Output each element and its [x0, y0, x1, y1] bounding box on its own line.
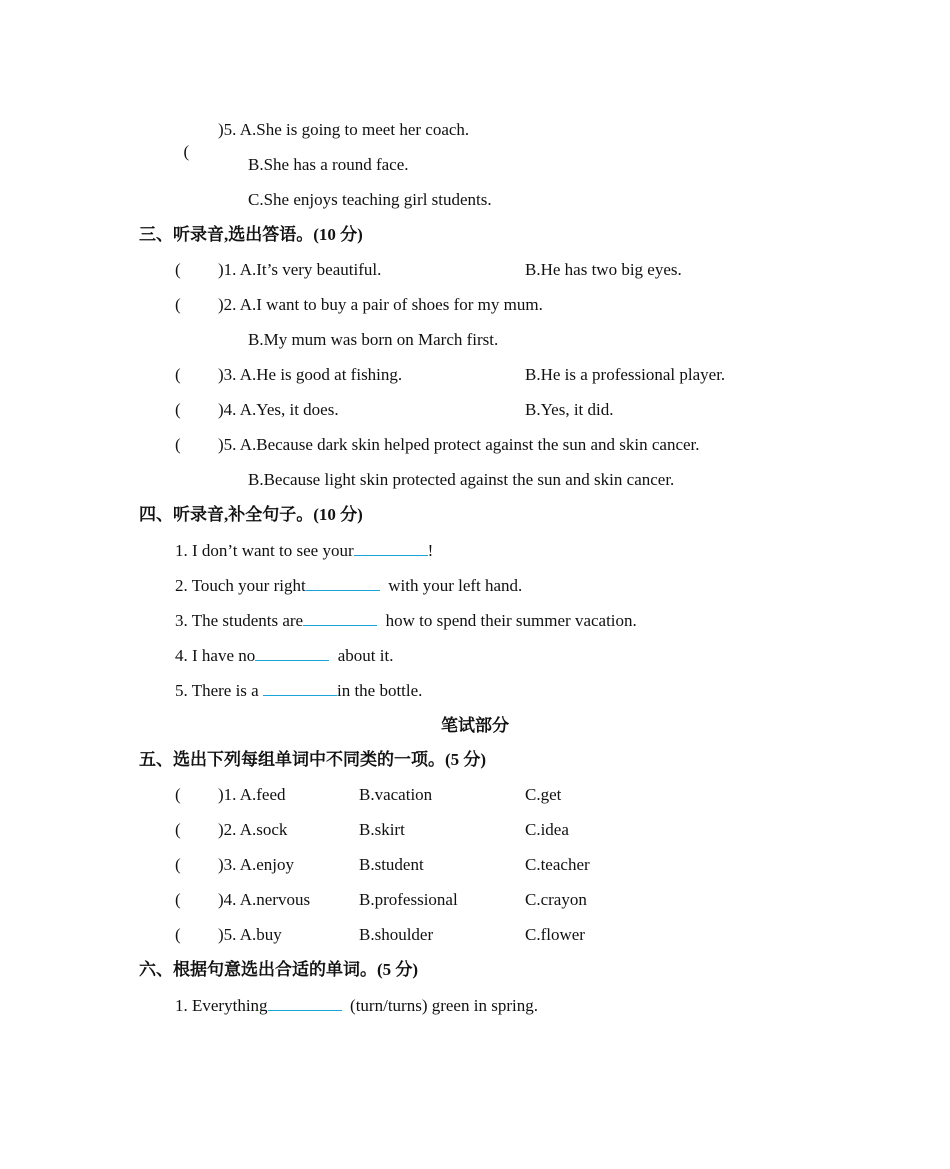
fill-sentence: [175, 994, 538, 1017]
sentence-end: in the bottle.: [336, 681, 423, 700]
section-heading: 六、根据句意选出合适的单词。(5 分): [139, 960, 419, 979]
word-option-c: C.teacher: [525, 855, 590, 874]
question-option-a: )4. A.Yes, it does.: [218, 400, 339, 419]
word-option-a: )1. A.feed: [218, 785, 286, 804]
question-option-a: )2. A.I want to buy a pair of shoes for my mum.: [218, 295, 543, 314]
answer-paren: (: [175, 435, 181, 454]
section-heading: 四、听录音,补全句子。(10 分): [139, 505, 363, 524]
word-option-b: B.skirt: [359, 820, 405, 839]
word-option-a: )5. A.buy: [218, 925, 282, 944]
answer-paren: (: [183, 142, 190, 161]
answer-blank[interactable]: [303, 609, 377, 626]
answer-blank[interactable]: [354, 539, 428, 556]
word-option-c: C.get: [525, 785, 562, 804]
answer-paren: (: [175, 295, 181, 314]
section-heading: 五、选出下列每组单词中不同类的一项。(5 分): [139, 750, 487, 769]
question-option-b: B.He has two big eyes.: [525, 260, 682, 279]
word-option-a: )4. A.nervous: [218, 890, 311, 909]
fill-sentence: [175, 609, 637, 632]
word-option-b: B.shoulder: [359, 925, 434, 944]
sentence-start: 3. The students are: [175, 611, 304, 630]
question-option-a: )5. A.Because dark skin helped protect against the sun and skin cancer.: [218, 435, 700, 454]
sentence-start: 4. I have no: [175, 646, 256, 665]
answer-blank[interactable]: [263, 679, 337, 696]
question-option-c: C.She enjoys teaching girl students.: [248, 190, 492, 209]
sentence-end: !: [427, 541, 434, 560]
answer-paren: (: [175, 400, 181, 419]
fill-sentence: [175, 574, 522, 597]
word-option-a: )2. A.sock: [218, 820, 288, 839]
question-row: [175, 119, 189, 163]
answer-paren: (: [175, 820, 181, 839]
sentence-start: 5. There is a: [175, 681, 263, 700]
answer-blank[interactable]: [255, 644, 329, 661]
fill-sentence: [175, 679, 422, 702]
sentence-end: about it.: [337, 646, 394, 665]
answer-paren: (: [175, 365, 181, 384]
sentence-start: 1. I don’t want to see your: [175, 541, 354, 560]
fill-sentence: [175, 644, 393, 667]
answer-paren: (: [175, 890, 181, 909]
answer-paren: (: [175, 260, 181, 279]
question-option-b: B.Because light skin protected against the sun and skin cancer.: [248, 470, 675, 489]
question-option-b: B.My mum was born on March first.: [248, 330, 499, 349]
sentence-start: 2. Touch your right: [175, 576, 306, 595]
word-option-b: B.professional: [359, 890, 458, 909]
answer-paren: (: [175, 855, 181, 874]
word-option-a: )3. A.enjoy: [218, 855, 295, 874]
word-option-c: C.idea: [525, 820, 569, 839]
part-title: 笔试部分: [441, 716, 509, 735]
word-option-b: B.vacation: [359, 785, 433, 804]
sentence-end: how to spend their summer vacation.: [385, 611, 637, 630]
question-option-b: B.She has a round face.: [248, 155, 409, 174]
answer-blank[interactable]: [268, 994, 342, 1011]
question-option-b: B.He is a professional player.: [525, 365, 726, 384]
sentence-end: (turn/turns) green in spring.: [350, 996, 538, 1015]
word-option-c: C.flower: [525, 925, 585, 944]
sentence-end: with your left hand.: [388, 576, 523, 595]
word-option-c: C.crayon: [525, 890, 587, 909]
question-option-a: )3. A.He is good at fishing.: [218, 365, 403, 384]
question-option-b: B.Yes, it did.: [525, 400, 614, 419]
word-option-b: B.student: [359, 855, 424, 874]
answer-paren: (: [175, 785, 181, 804]
answer-paren: (: [175, 925, 181, 944]
question-option-a: )5. A.She is going to meet her coach.: [218, 120, 470, 139]
section-heading: 三、听录音,选出答语。(10 分): [139, 225, 363, 244]
fill-sentence: [175, 539, 433, 562]
question-option-a: )1. A.It’s very beautiful.: [218, 260, 382, 279]
answer-blank[interactable]: [306, 574, 380, 591]
sentence-start: 1. Everything: [175, 996, 268, 1015]
